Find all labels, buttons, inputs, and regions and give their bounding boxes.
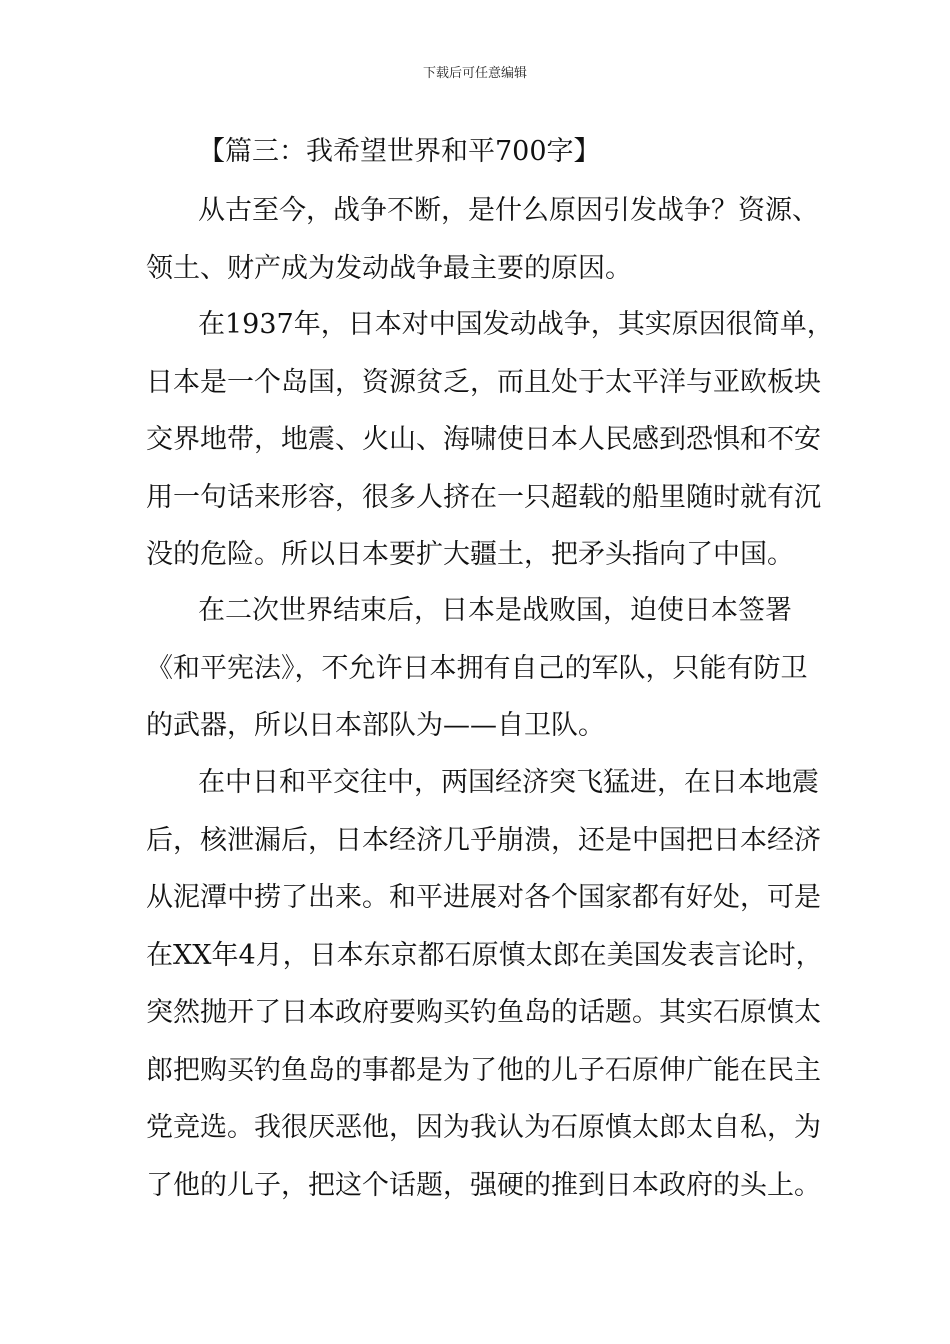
- paragraph-line: 党竞选。我很厌恶他，因为我认为石原慎太郎太自私，为: [146, 1112, 821, 1143]
- paragraph-4: [146, 754, 823, 1214]
- paragraph-line: 日本是一个岛国，资源贫乏，而且处于太平洋与亚欧板块: [146, 366, 821, 398]
- paragraph-line: 在二次世界结束后，日本是战败国，迫使日本签署: [198, 595, 792, 626]
- paragraph-line: 《和平宪法》，不允许日本拥有自己的军队，只能有防卫: [146, 652, 808, 684]
- paragraph-line: 了他的儿子，把这个话题，强硬的推到日本政府的头上。: [146, 1169, 821, 1201]
- paragraph-line: 没的危险。所以日本要扩大疆土，把矛头指向了中国。: [146, 539, 794, 570]
- paragraph-line: 从泥潭中捞了出来。和平进展对各个国家都有好处，可是: [146, 882, 821, 913]
- paragraph-2: [146, 296, 834, 584]
- page-header: 下载后可任意编辑: [422, 66, 527, 81]
- paragraph-line: 突然抛开了日本政府要购买钓鱼岛的话题。其实石原慎太: [146, 997, 821, 1028]
- essay-title: 【篇三：我希望世界和平700字】: [198, 136, 601, 167]
- paragraph-line: 的武器，所以日本部队为——自卫队。: [146, 710, 605, 741]
- paragraph-line: 在中日和平交往中，两国经济突飞猛进，在日本地震: [198, 767, 819, 798]
- paragraph-line: 在1937年，日本对中国发动战争，其实原因很简单，: [198, 309, 834, 340]
- paragraph-line: 郎把购买钓鱼岛的事都是为了他的儿子石原伸广能在民主: [146, 1054, 821, 1086]
- paragraph-line: 交界地带，地震、火山、海啸使日本人民感到恐惧和不安: [146, 424, 821, 455]
- paragraph-line: 从古至今，战争不断，是什么原因引发战争？资源、: [198, 195, 819, 226]
- paragraph-line: 用一句话来形容，很多人挤在一只超载的船里随时就有沉: [146, 481, 821, 513]
- paragraph-3: [146, 582, 818, 755]
- paragraph-1: [146, 182, 818, 297]
- paragraph-line: 在XX年4月，日本东京都石原慎太郎在美国发表言论时，: [146, 939, 823, 971]
- paragraph-line: 后，核泄漏后，日本经济几乎崩溃，还是中国把日本经济: [146, 824, 821, 856]
- paragraph-line: 领土、财产成为发动战争最主要的原因。: [146, 252, 632, 284]
